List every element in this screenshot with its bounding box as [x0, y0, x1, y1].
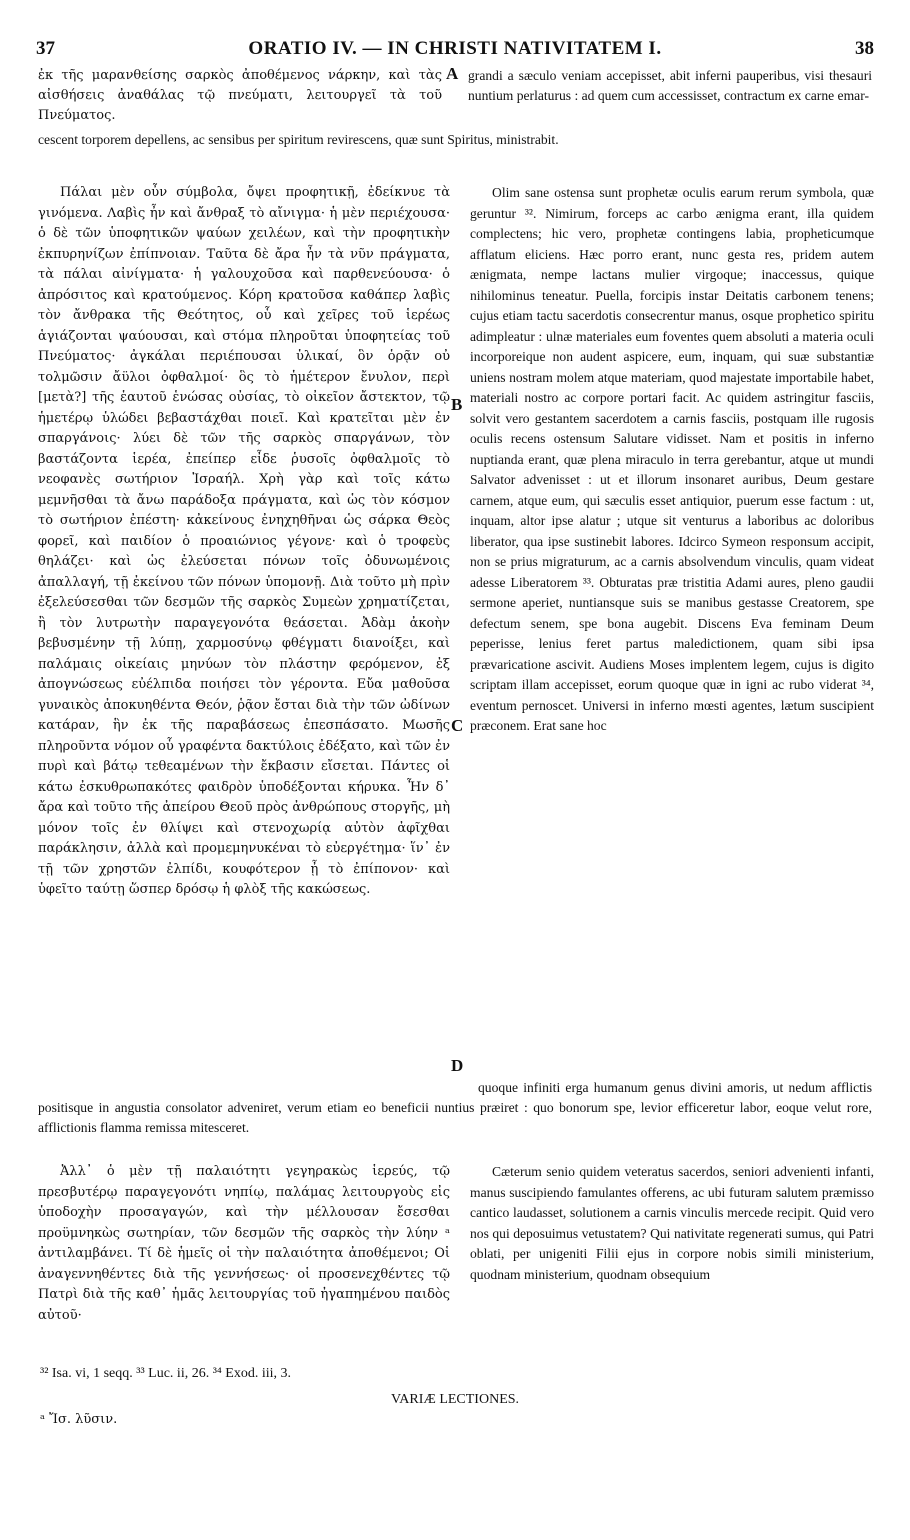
margin-marker-b: B [451, 395, 463, 414]
footnote-references: ³² Isa. vi, 1 seqq. ³³ Luc. ii, 26. ³⁴ Exod. iii, 3. [40, 1366, 292, 1381]
page-number-right: 38 [855, 38, 874, 59]
running-header [36, 38, 874, 60]
latin-continuation-full: cescent torporem depellens, ac sensibus per spiritum revirescens, quæ sunt Spiritus, ministrabit. [38, 132, 559, 147]
latin-continuation: grandi a sæculo veniam accepisset, abit inferni pauperibus, visi thesauri nuntium perlaturus : ad quem cum accessisset, contractum ex carne emar- [468, 68, 872, 103]
greek-continuation: ἐκ τῆς μαρανθείσης σαρκὸς ἀποθέμενος νάρκην, καὶ τὰς αἰσθήσεις ἀναθάλας τῷ πνεύματι, λειτουργεῖ τὰ τοῦ Πνεύματος. [38, 68, 442, 123]
greek-column-section-1: Πάλαι μὲν οὖν σύμβολα, ὄψει προφητικῇ, ἐδείκνυε τὰ γινόμενα. Λαβὶς ἦν καὶ ἄνθραξ τὸ αἴνιγμα· ἡ μὲν περιέχουσα· ὁ δὲ τῶν ὑποφητικῶν ψαύων χειλέων, καὶ τὴν προφητικὴν ἐκπυρηνίζων ἐπίπνοιαν. Ταῦτα δὲ ἄρα ἦν τὰ νῦν πράγματα, τὰ πάλαι αἰνίγματα· ἡ γαλουχοῦσα καὶ παρθενεύουσα· ὁ ἀπρόσιτος καὶ κρατούμενος. Κόρη κρατοῦσα καθάπερ λαβὶς τὸν ἄνθρακα τῆς Θεότητος, οὗ καὶ χεῖρες τοῦ ἱερέως ἁγιάζονται ψαύουσαι, καὶ στόμα πληροῦται ὑποφητείας τοῦ Πνεύματος· ἀγκάλαι περιέπουσαι ὑλικαί, ὃν ὁρᾷν οὐ τολμῶσιν ἄϋλοι ὀφθαλμοί· ὃς τὸ ἡμέτερον ἔνυλον, περὶ [μετὰ?] τῆς ἑαυτοῦ ἑνώσας οὐσίας, τὸ οἰκεῖον ἄστεκτον, τῷ ἡμετέρῳ ὑλώδει βεβαστάχθαι ποιεῖ. Καὶ κρατεῖται μὲν ἐν σπαργάνοις· λύει δὲ τῶν τῆς σαρκὸς σπαργάνων, τὸν βαστάζοντα ἱερέα, ἐπείπερ εἶδε ῥυσοῖς ὀφθαλμοῖς τὸ νεοφανὲς σωτήριον Ἰσραήλ. Χρὴ γὰρ καὶ τοῖς κάτω μεμνῆσθαι τὰ ἄνω παράδοξα πράγματα, καὶ ὡς τὸν κόσμον τὸ σωτήριον ἐπέστη· κἀκείνους ἐνηχηθῆναι ὡς σάρκα Θεὸς φορεῖ, καὶ παιδίον ὁ προαιώνιος γέγονε· καὶ ὁ τροφεὺς θηλάζει· καὶ ὡς ἐλεύσεται πόνων τοῖς ὀδυνωμένοις ἀπαλλαγή, τῇ ἐκείνου τῶν πόνων ὑπομονῇ. Διὰ τοῦτο μὴ πρὶν ἐξελεύσεσθαι τῶν δεσμῶν τῆς σαρκὸς Συμεὼν χρηματίζεται, ἢ τὸν λυτρωτὴν παραγεγονότα θεάσεται. Ἀδὰμ ἀκοὴν βεβυσμένην τῇ λύπῃ, χαρμοσύνῳ φθέγματι διανοίξει, καὶ παλάμαις οἰκείαις μηνύων τὸν πλάστην φερόμενον, ἐξ ἀπογνώσεως εὐέλπιδα ποιήσει τὸν γέροντα. Εὔα μαθοῦσα γυναικὸς ἀποκυηθέντα Θεόν, ῥᾷον ἔσται διὰ τὴν τῶν ὠδίνων κατάραν, ἣν ἐκ τῆς παραβάσεως ἐπεσπάσατο. Μωσῆς πληροῦντα νόμον οὗ γραφέντα δακτύλοις ἐδέξατο, καὶ τῶν ἐν πυρὶ καὶ βάτῳ τεθεαμένων τὴν ἔκβασιν εἴσεται. Πάντες οἱ κάτω ἐσκυθρωπακότες φαιδρὸν ὑποδέξονται κήρυκα. Ἦν δ᾽ ἄρα καὶ τοῦτο τῆς ἀπείρου Θεοῦ πρὸς ἀνθρώπους στοργῆς, μὴ μόνον τοῖς ἐν θλίψει καὶ στενοχωρίᾳ αὐτὸν ἀφῖχθαι παράκλησιν, ἀλλὰ καὶ προμεμηνυκέναι τὸ εὐεργέτημα· ἵν᾽ ἐν τῇ τῶν χρηστῶν ἐλπίδι, κουφότερον ᾖ τὸ ἐπίπονον· καὶ ὑφεῖτο ταύτῃ ὥσπερ δρόσῳ ἡ φλὸξ τῆς κακώσεως. [38, 185, 450, 897]
running-title: ORATIO IV. — IN CHRISTI NATIVITATEM I. [248, 38, 662, 59]
page-number-left: 37 [36, 38, 55, 59]
latin-full-width-section-1: quoque infiniti erga humanum genus divini amoris, ut nedum afflictis positisque in angustia consolator adveniret, verum etiam eo beneficii nuntius præiret : quo bonorum spe, levior efficeretur labor, eoque velut rore, afflictionis flamma remissa mitesceret. [38, 1080, 872, 1135]
margin-marker-a: A [446, 64, 459, 83]
variant-reading: ᵃ Ἴσ. λῦσιν. [40, 1412, 118, 1427]
greek-column-section-2: Ἀλλ᾽ ὁ μὲν τῇ παλαιότητι γεγηρακὼς ἱερεύς, τῷ πρεσβυτέρῳ παραγεγονότι νηπίῳ, παλάμας λειτουργοὺς εἰς ὑποδοχὴν προσαγαγών, καὶ τὴν μέλλουσαν ἔσεσθαι προϋμνηκὼς σωτηρίαν, τῶν δεσμῶν τῆς σαρκὸς τὴν λύην ᵃ ἀντιλαμβάνει. Τί δὲ ἡμεῖς οἱ τὴν παλαιότητα ἀποθέμενοι; Οἱ ἀναγεννηθέντες διὰ τῆς γεννήσεως· οἱ προσενεχθέντες τῷ Πατρὶ διὰ τῆς καθ᾽ ἡμᾶς λειτουργίας τοῦ ἠγαπημένου παιδὸς αὐτοῦ· [38, 1164, 450, 1323]
latin-column-section-1: Olim sane ostensa sunt prophetæ oculis earum rerum symbola, quæ geruntur ³². Nimirum, forceps ac carbo ænigma erant, illa quidem complectens; hic vero, prophetæ contingens labia, propheticumque afflatum eliciens. Hæc porro erant, nunc gesta res, pridem autem ænigmata, nempe lactans mulier virgoque; inaccessus, quique nihilominus teneatur. Puella, forcipis instar Deitatis carbonem tenens; cujus etiam tactu sacerdotis consecrentur manus, osque prophetico spiritu adimpleatur : ulnæ materiales eum foventes quem absoluti a materia oculi incorporeique non audent aspicere, eum, inquam, qui suæ substantiæ uniens nostram molem atque materiam, quod majestate importabile habet, materiali nostro ac corpore portari facit. Ac quidem astringitur fasciis, solvit vero gestantem sacerdotem a carnis fasciis, postquam ille rugosis oculis recens ostensum Salutare vidisset. Nam et positis in inferno nuptianda erant, quæ plena miraculo in terra gerebantur, atque ut mundi Salvator advenisset : ut et illorum insonaret auribus, Deum gestare carnem, atque eum, qui sæculis esset antiquior, puerum esse factum : ut, inquam, altor ipse alatur ; utque sit venturus a laboribus ac doloribus liberator, qua ipse sustinebit labores. Idcirco Symeon responsum accipit, non se prius migraturum, ac a carnis absolvendum vinculis, quam videat adesse Liberatorem ³³. Obturatas præ tristitia Adami aures, pleno gaudii sermone aperiet, nuntiansque suis se manibus gestasse Creatorem, spe defectum senem, spe bona augebit. Discens Eva feminam Deum peperisse, lenius feret partus maledictionem, quam sibi ipsa prævaricatione ascivit. Audiens Moses implentem legem, cujus is digito scriptam illam accepisset, eorum quoque quæ in igni ac rubo viderat ³⁴, eventum pernoscet. Universi in inferno mœsti agentes, lætum suscipient præconem. Erat sane hoc [470, 185, 874, 733]
latin-column-section-2: Cæterum senio quidem veteratus sacerdos, seniori advenienti infanti, manus suscipiendo famulantes offerens, ac ubi futuram salutem præmisso cantico laudasset, solutionem a carnis vinculis mercede recipit. Quid vero nos qui deposuimus vetustatem? Qui nativitate regenerati sumus, qui Patri oblati, per unigeniti Filii ejus in corpore nobis simili ministerium, quodnam ministerium, quodnam obsequium [470, 1164, 874, 1282]
variae-lectiones-heading: VARIÆ LECTIONES. [390, 1392, 520, 1407]
margin-marker-d: D [451, 1056, 464, 1075]
margin-marker-c: C [451, 716, 464, 735]
